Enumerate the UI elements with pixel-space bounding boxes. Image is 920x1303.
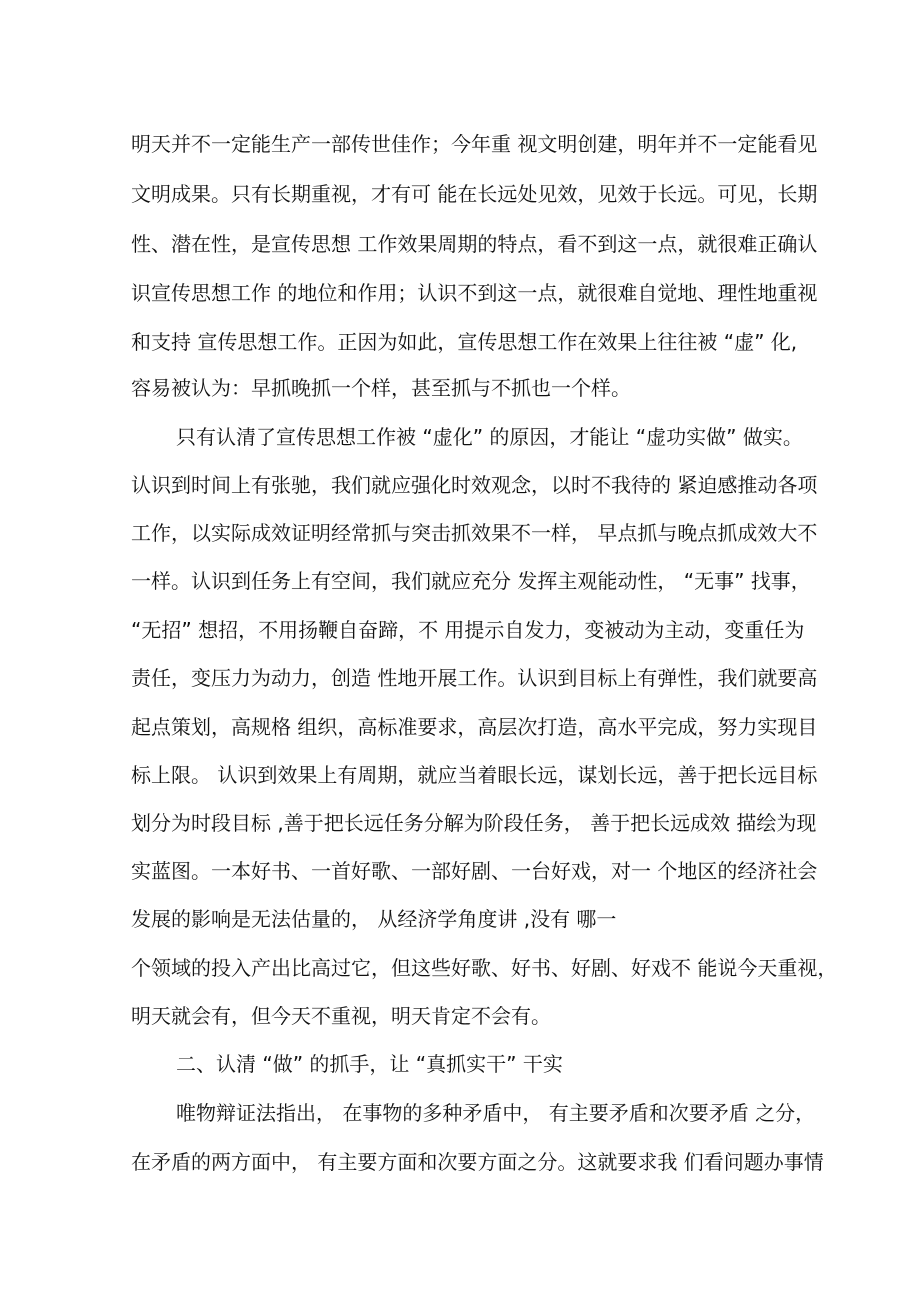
text-line-3: 性、潜在性，是宣传思想 工作效果周期的特点，看不到这一点，就很难正确认 [131,232,818,256]
text-line-22: 在矛盾的两方面中， 有主要方面和次要方面之分。这就要求我 们看问题办事情 [131,1150,824,1174]
text-line-18: 个领域的投入产出比高过它，但这些好歌、好书、好剧、好戏不 能说今天重视， [131,956,838,980]
text-line-17: 发展的影响是无法估量的， 从经济学角度讲 ,没有 哪一 [131,907,617,931]
text-line-5: 和支持 宣传思想工作。正因为如此，宣传思想工作在效果上往往被 “虚” 化, [131,330,798,354]
text-line-2: 文明成果。只有长期重视，才有可 能在长远处见效，见效于长远。可见，长期 [131,182,818,206]
text-line-13: 起点策划，高规格 组织，高标准要求，高层次打造，高水平完成，努力实现目 [131,715,818,739]
text-line-16: 实蓝图。一本好书、一首好歌、一部好剧、一台好戏，对一 个地区的经济社会 [131,859,818,883]
text-line-1: 明天并不一定能生产一部传世佳作；今年重 视文明创建，明年并不一定能看见 [131,132,818,156]
text-line-8: 认识到时间上有张驰，我们就应强化时效观念，以时不我待的 紧迫感推动各项 [131,473,818,497]
text-line-11: “无招” 想招，不用扬鞭自奋蹄，不 用提示自发力，变被动为主动，变重任为 [131,618,805,642]
text-line-10: 一样。认识到任务上有空间，我们就应充分 发挥主观能动性， “无事” 找事， [131,569,811,593]
text-line-21: 唯物辩证法指出， 在事物的多种矛盾中， 有主要矛盾和次要矛盾 之分， [176,1101,816,1125]
text-line-6: 容易被认为：早抓晚抓一个样，甚至抓与不抓也一个样。 [131,376,631,400]
text-line-9: 工作，以实际成效证明经常抓与突击抓效果不一样， 早点抓与晚点抓成效大不 [131,521,818,545]
text-line-19: 明天就会有，但今天不重视，明天肯定不会有。 [131,1004,551,1028]
text-line-15: 划分为时段目标 ,善于把长远任务分解为阶段任务， 善于把长远成效 描绘为现 [131,811,817,835]
text-line-4: 识宣传思想工作 的地位和作用；认识不到这一点，就很难自觉地、理性地重视 [131,281,818,305]
text-line-14: 标上限。 认识到效果上有周期，就应当着眼长远，谋划长远，善于把长远目标 [131,763,818,787]
text-line-12: 责任，变压力为动力，创造 性地开展工作。认识到目标上有弹性，我们就要高 [131,666,818,690]
text-line-7: 只有认清了宣传思想工作被 “虚化” 的原因，才能让 “虚功实做” 做实。 [176,425,803,449]
section-heading: 二、认清 “做” 的抓手，让 “真抓实干” 干实 [176,1052,563,1076]
